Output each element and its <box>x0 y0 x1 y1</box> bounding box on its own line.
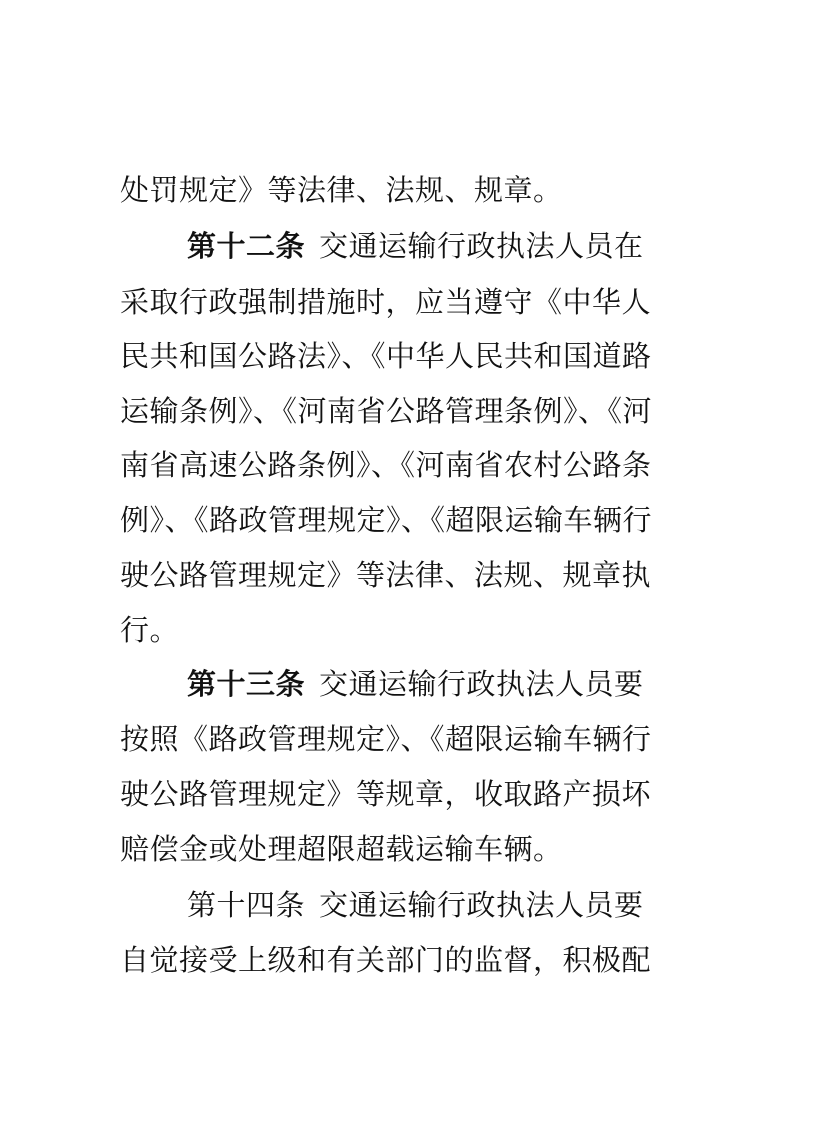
article-14-text: 交通运输行政执法人员要 <box>319 888 644 922</box>
article-14-first-line <box>187 883 787 927</box>
text-line: 运输条例》、《河南省公路管理条例》、《河 <box>120 394 653 428</box>
article-12-first-line <box>187 224 787 268</box>
article-12-text: 交通运输行政执法人员在 <box>319 229 644 263</box>
text-line: 驶公路管理规定》等法律、法规、规章执 <box>120 558 652 592</box>
text-line: 例》、《路政管理规定》、《超限运输车辆行 <box>120 503 653 537</box>
article-13-heading: 第十三条 <box>187 667 306 701</box>
article-12-heading: 第十二条 <box>187 229 306 263</box>
text-line: 赔偿金或处理超限超载运输车辆。 <box>120 832 563 866</box>
text-line: 采取行政强制措施时，应当遵守《中华人 <box>120 285 652 319</box>
text-line: 民共和国公路法》、《中华人民共和国道路 <box>120 339 652 373</box>
article-14-heading: 第十四条 <box>187 888 306 922</box>
article-13-text: 交通运输行政执法人员要 <box>319 667 644 701</box>
article-13-first-line <box>187 662 787 706</box>
text-line: 行。 <box>120 613 180 647</box>
text-line: 自觉接受上级和有关部门的监督，积极配 <box>120 943 652 977</box>
text-line: 处罚规定》等法律、法规、规章。 <box>120 173 563 207</box>
text-line: 按照《路政管理规定》、《超限运输车辆行 <box>120 722 652 756</box>
text-line: 南省高速公路条例》、《河南省农村公路条 <box>120 448 652 482</box>
text-line: 驶公路管理规定》等规章，收取路产损坏 <box>120 777 652 811</box>
